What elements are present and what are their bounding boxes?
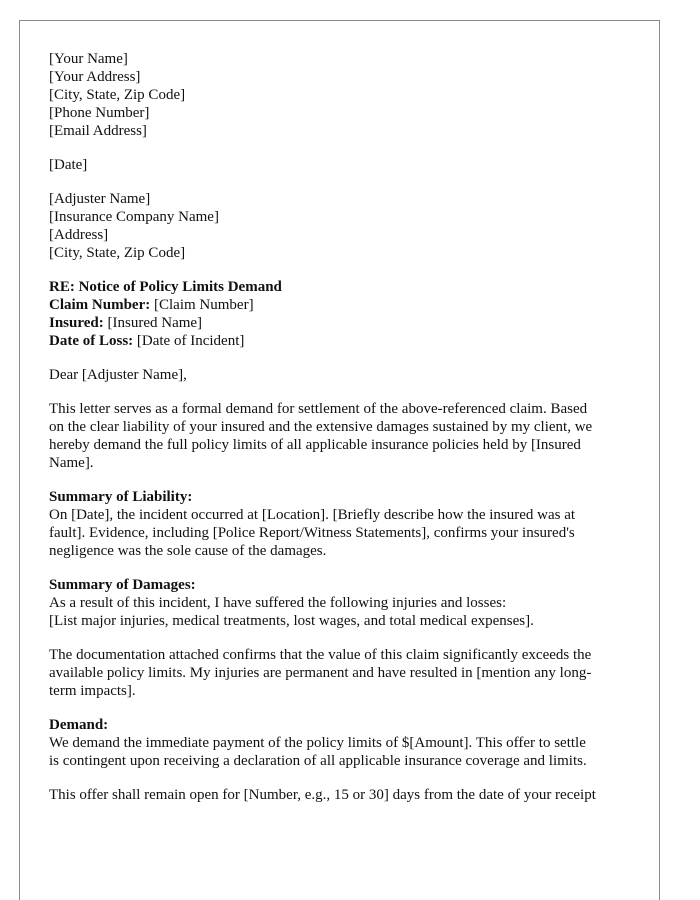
liability-line: negligence was the sole cause of the damages. <box>49 543 327 559</box>
intro-paragraph <box>49 400 639 472</box>
offer-line: This offer shall remain open for [Number, e.g., 15 or 30] days from the date of your receipt <box>49 787 596 803</box>
damages-line: As a result of this incident, I have suffered the following injuries and losses: <box>49 595 507 611</box>
damages-section <box>49 576 639 630</box>
intro-line: hereby demand the full policy limits of all applicable insurance policies held by [Insured <box>49 437 581 453</box>
reference-block <box>49 278 639 350</box>
documentation-paragraph <box>49 646 639 700</box>
offer-paragraph <box>49 786 639 804</box>
re-line <box>49 278 639 296</box>
letter-date: [Date] <box>49 157 88 173</box>
documentation-line: available policy limits. My injuries are permanent and have resulted in [mention any long- <box>49 665 592 681</box>
claim-number-line <box>49 296 639 314</box>
letter-page <box>19 20 660 900</box>
recipient-name: [Adjuster Name] <box>49 191 151 207</box>
damages-heading: Summary of Damages: <box>49 577 196 593</box>
liability-heading: Summary of Liability: <box>49 489 193 505</box>
date-of-loss-label: Date of Loss: <box>49 333 134 349</box>
liability-section <box>49 488 639 560</box>
liability-line: On [Date], the incident occurred at [Location]. [Briefly describe how the insured was at <box>49 507 576 523</box>
demand-line: We demand the immediate payment of the policy limits of $[Amount]. This offer to settle <box>49 735 586 751</box>
sender-city-state-zip: [City, State, Zip Code] <box>49 87 186 103</box>
re-heading: RE: Notice of Policy Limits Demand <box>49 279 282 295</box>
sender-email: [Email Address] <box>49 123 147 139</box>
insured-line <box>49 314 639 332</box>
demand-heading: Demand: <box>49 717 109 733</box>
letter-body <box>49 50 639 820</box>
demand-line: is contingent upon receiving a declaration of all applicable insurance coverage and limits. <box>49 753 587 769</box>
sender-name: [Your Name] <box>49 51 128 67</box>
claim-number-value: [Claim Number] <box>150 297 254 313</box>
recipient-company: [Insurance Company Name] <box>49 209 219 225</box>
recipient-block <box>49 190 639 262</box>
sender-block <box>49 50 639 140</box>
date-of-loss-value: [Date of Incident] <box>133 333 245 349</box>
insured-label: Insured: <box>49 315 104 331</box>
date-of-loss-line <box>49 332 639 350</box>
demand-heading-line <box>49 716 639 734</box>
insured-value: [Insured Name] <box>103 315 203 331</box>
sender-phone: [Phone Number] <box>49 105 150 121</box>
liability-line: fault]. Evidence, including [Police Report/Witness Statements], confirms your insured's <box>49 525 575 541</box>
damages-heading-line <box>49 576 639 594</box>
intro-line: on the clear liability of your insured and the extensive damages sustained by my client, we <box>49 419 593 435</box>
intro-line: This letter serves as a formal demand for settlement of the above-referenced claim. Based <box>49 401 588 417</box>
salutation: Dear [Adjuster Name], <box>49 367 187 383</box>
demand-section <box>49 716 639 770</box>
liability-heading-line <box>49 488 639 506</box>
intro-line: Name]. <box>49 455 94 471</box>
documentation-line: The documentation attached confirms that the value of this claim significantly exceeds the <box>49 647 592 663</box>
claim-number-label: Claim Number: <box>49 297 151 313</box>
recipient-address: [Address] <box>49 227 109 243</box>
recipient-city-state-zip: [City, State, Zip Code] <box>49 245 186 261</box>
sender-address: [Your Address] <box>49 69 141 85</box>
date-block <box>49 156 639 174</box>
salutation-block <box>49 366 639 384</box>
documentation-line: term impacts]. <box>49 683 136 699</box>
damages-line: [List major injuries, medical treatments, lost wages, and total medical expenses]. <box>49 613 534 629</box>
